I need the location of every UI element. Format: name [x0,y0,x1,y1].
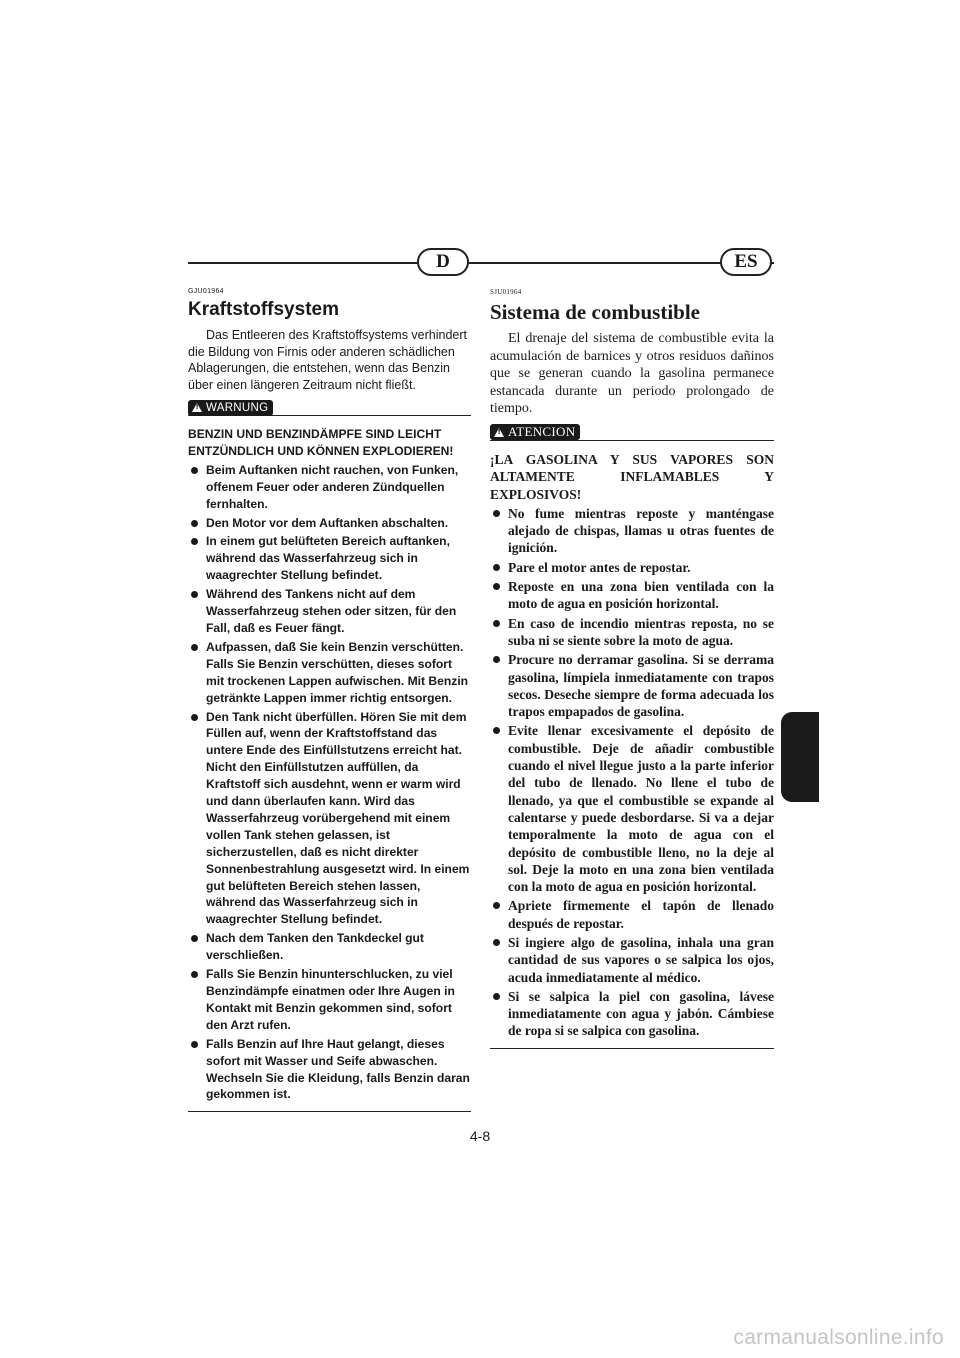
list-item: Nach dem Tanken den Tankdeckel gut verschließen. [188,930,471,964]
warning-body [188,426,471,1103]
list-item: Reposte en una zona bien ventilada con la moto de agua en posición horizontal. [490,578,774,613]
language-badge-d: D [417,248,469,276]
spanish-column [490,288,774,1049]
list-item: Den Motor vor dem Auftanken abschalten. [188,515,471,532]
header-rule [188,262,774,264]
section-code: SJU01964 [490,288,522,296]
intro-paragraph: El drenaje del sistema de combustible evita la acumulación de barnices y otros residuos dañinos que se generan cuando la gasolina permanece estancada durante un periodo prolongado de tiempo. [490,331,774,417]
warning-lead: BENZIN UND BENZINDÄMPFE SIND LEICHT ENTZÜNDLICH UND KÖNNEN EXPLODIEREN! [188,427,454,458]
intro-paragraph: Das Entleeren des Kraftstoffsystems verhindert die Bildung von Firnis oder anderen schädlichen Ablagerungen, die entstehen, wenn das Benzin über einen längeren Zeitraum nicht fließt. [188,328,467,392]
list-item: Apriete firmemente el tapón de llenado después de repostar. [490,897,774,932]
warning-triangle-icon [494,428,504,437]
warning-triangle-icon [192,403,202,412]
warning-list [490,505,774,1040]
list-item: Falls Sie Benzin hinunterschlucken, zu viel Benzindämpfe einatmen oder Ihre Augen in Kontakt mit Benzin gekommen sind, sofort den Arzt rufen. [188,966,471,1034]
warning-badge [490,424,580,440]
list-item: Pare el motor antes de repostar. [490,559,774,576]
language-badge-es: ES [720,248,772,276]
list-item: Si ingiere algo de gasolina, inhala una gran cantidad de sus vapores o se salpica los ojos, acuda inmediatamente al médico. [490,934,774,986]
list-item: Während des Tankens nicht auf dem Wasserfahrzeug stehen oder sitzen, für den Fall, daß es Feuer fängt. [188,586,471,637]
warning-label: WARNUNG [206,401,269,414]
chapter-side-tab [781,712,819,802]
section-code: GJU01964 [188,288,224,295]
warning-body [490,451,774,1040]
section-title: Sistema de combustible [490,300,700,324]
page-number: 4-8 [469,1128,491,1144]
section-title: Kraftstoffsystem [188,299,339,320]
german-column [188,288,471,1112]
list-item: Beim Auftanken nicht rauchen, von Funken, offenem Feuer oder anderen Zündquellen fernhalten. [188,462,471,513]
list-item: Aufpassen, daß Sie kein Benzin verschütten. Falls Sie Benzin verschütten, dieses sofort mit trockenen Lappen aufwischen. Mit Benzin getränkte Lappen immer richtig entsorgen. [188,639,471,707]
watermark: carmanualsonline.info [733,1326,944,1349]
warning-end-rule [490,1048,774,1049]
warning-badge [188,400,273,416]
warning-label: ATENCION [508,424,576,440]
list-item: En caso de incendio mientras reposta, no se suba ni se siente sobre la moto de agua. [490,615,774,650]
warning-header [188,399,471,419]
list-item: Si se salpica la piel con gasolina, lávese inmediatamente con agua y jabón. Cámbiese de ropa si se salpica con gasolina. [490,988,774,1040]
warning-list [188,462,471,1104]
list-item: Evite llenar excesivamente el depósito de combustible. Deje de añadir combustible cuando el nivel llegue justo a la parte inferior del tubo de llenado. No llene el tubo de llenado, ya que el combustible se expande al calentarse y puede desbordarse. Si va a dejar temporalmente la moto de agua con el depósito de combustible lleno, no la deje al sol. Deje la moto en una zona bien ventilada con la moto de agua en posición horizontal. [490,722,774,895]
list-item: No fume mientras reposte y manténgase alejado de chispas, llamas u otras fuentes de ignición. [490,505,774,557]
list-item: Den Tank nicht überfüllen. Hören Sie mit dem Füllen auf, wenn der Kraftstoffstand das untere Ende des Einfüllstutzens erreicht hat. Nicht den Einfüllstutzen auffüllen, da Kraftstoff sich ausdehnt, wenn er warm wird und dann überlaufen kann. Wird das Wasserfahrzeug vorübergehend mit einem vollen Tank stehen gelassen, ist sicherzustellen, daß es nicht direkter Sonnenbestrahlung ausgesetzt wird. In einem gut belüfteten Bereich stehen lassen, während das Wasserfahrzeug sich in waagrechter Stellung befindet. [188,709,471,929]
list-item: Falls Benzin auf Ihre Haut gelangt, dieses sofort mit Wasser und Seife abwaschen. Wechseln Sie die Kleidung, falls Benzin daran gekommen ist. [188,1036,471,1104]
warning-lead: ¡LA GASOLINA Y SUS VAPORES SON ALTAMENTE INFLAMABLES Y EXPLOSIVOS! [490,451,774,502]
warning-header [490,424,774,444]
warning-end-rule [188,1111,471,1112]
list-item: In einem gut belüfteten Bereich auftanken, während das Wasserfahrzeug sich in waagrechter Stellung befindet. [188,533,471,584]
list-item: Procure no derramar gasolina. Si se derrama gasolina, límpiela inmediatamente con trapos secos. Deseche siempre de forma adecuada los trapos empapados de gasolina. [490,651,774,720]
